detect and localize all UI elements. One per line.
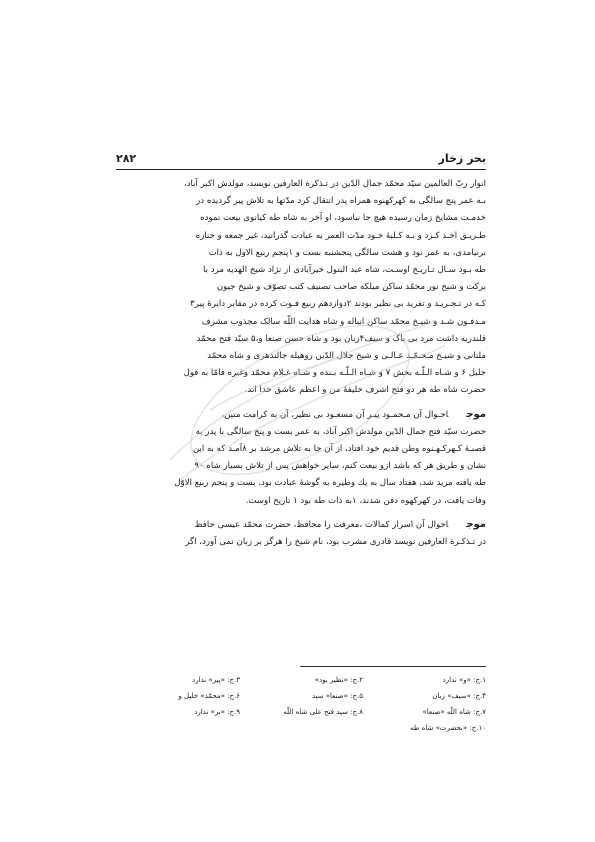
text-line — [116, 365, 486, 382]
text-line — [116, 314, 486, 331]
text-line — [116, 176, 486, 193]
section-label: موج — [466, 408, 486, 420]
footnote: ۳.ج: «پیر» ندارد — [192, 676, 240, 684]
text-line — [116, 262, 486, 279]
line-text: خدمـت مشایخ زمان رسیده هیچ جا نیاسود، او آخر به شاه طه کیانوی بیعت نموده — [200, 213, 486, 224]
text-line — [116, 245, 486, 262]
text-line — [116, 193, 486, 210]
footnote: ۶.ج: «محمّد» خلیل و — [178, 692, 240, 700]
text-line — [116, 424, 486, 441]
line-text: مـدفـون شـد و شیـخ محمّد ساکن انباله و شاه هدایت اللّه سالک مجذوب مشرف — [201, 316, 486, 327]
text-line — [116, 516, 486, 534]
main-text — [116, 176, 486, 551]
line-text: کـه در تـجـریـد و تفرید بی نظیر بودند ۲دوازدهم ربیع فـوت کرده در مقابر دایرهٔ پیر۳ — [190, 299, 486, 310]
line-text: قلندریه داشت مرد بی باک و سیف۴زبان بود و شاه حسن صنعا و،۵ سیّد فتح محمّد — [196, 333, 486, 344]
footnote-row — [116, 720, 486, 736]
paragraph — [116, 406, 486, 510]
footnotes — [116, 672, 486, 736]
page-number: ۲۸۲ — [116, 152, 137, 165]
line-text: نشان و طریق هر که باشد ازو بیعت کنم، سایر خواهش پس از تلاش بسیار شاه ۹۰ — [194, 461, 486, 472]
text-line — [116, 406, 486, 424]
header-divider — [116, 169, 486, 170]
footnote: ۲.ج: «نظیر بود» — [314, 676, 363, 684]
line-text: احـوال آن مـحمـود پیـر آن مسعـود بی نظیر، آن به کرامت متین، — [221, 409, 449, 420]
paragraph — [116, 516, 486, 551]
text-line — [116, 331, 486, 348]
text-line — [116, 382, 486, 399]
line-text: ملتانی و شیـخ مـحـمّـد عـالـی و شیخ جلال الدّین روهیله جالندهری و شاه محمّد — [207, 351, 486, 362]
line-text: بـه عمر پنج سالگی به کهرکهنوه همراه پدر انتقال کرد مدّتها به تلاش پیر گردیده در — [196, 196, 486, 207]
footnote: ۱۰.ج: «بحضرت» شاه طه — [410, 724, 486, 732]
footnote: ۹.ج: «بر» ندارد — [194, 708, 240, 716]
line-text: جلیل ۶ و شـاه الـلّـه بخش ۷ و شـاه الـلّـه بـنده و شـاه غـلام محمّد وغیره فامّا به قول — [183, 368, 486, 379]
footnote-row — [116, 704, 486, 720]
text-line — [116, 475, 486, 492]
footnote: ۸.ج: سید فتح علی شاه اللّه — [283, 708, 363, 716]
line-text: حضرت سیّد فتح جمال الدّین مولدش اکبر آباد، به عمر بست و پنج سالگی با پدر به — [195, 426, 486, 437]
footnote-row — [116, 672, 486, 688]
text-line — [116, 348, 486, 365]
text-line — [116, 296, 486, 313]
running-header — [116, 152, 486, 168]
text-line — [116, 493, 486, 510]
line-text: برنیامدی، به عمر نود و هشت سالگی پنجشنبه بست و ۱پنجم ربیع الاول به ذات — [208, 247, 486, 258]
footnote: ۷.ج: شاه اللّه «صنعا» — [422, 708, 486, 716]
text-line — [116, 210, 486, 227]
running-title: بحر زخار — [438, 152, 486, 165]
line-text: طـریـق اخـذ کـرد و بـه کـلبهٔ خـود مدّت العمر به عبادت گذرانید، غیر جمعه و جنازه — [195, 230, 486, 241]
text-line — [116, 228, 486, 245]
footnote-divider — [300, 666, 486, 667]
section-label: موج — [466, 518, 486, 530]
text-line — [116, 534, 486, 551]
line-text: طه یافته مرید شد، هفتاد سال به یك وطیره به گوشهٔ عبادت بود، بست و پنجم ربیع الاوّل — [174, 478, 486, 489]
line-text: انوار ربّ العالمین سیّد محمّد جمال الدّین در تـذکرة العارفین نویسد، مولدش اکبر آباد، — [183, 179, 486, 189]
footnote — [117, 720, 240, 736]
footnote: ۵.ج: «صنعا» سید — [311, 692, 363, 700]
line-text: احوال آن اسرار کمالات ،معرفت را محافظ، حضرت محمّد عیسی حافظ — [194, 519, 449, 530]
footnote: ۱.ج: «و» ندارد — [442, 676, 486, 684]
line-text: حضرت شاه طه هر دو فتح اشرف خلیفهٔ من و اعظم عاشق خدا اند. — [244, 385, 486, 396]
text-line — [116, 441, 486, 458]
paragraph — [116, 176, 486, 400]
text-line — [116, 279, 486, 296]
footnote-row — [116, 688, 486, 704]
line-text: در تـذکـرة العارفین نویسد قادری مشرب بود، نام شیخ را هرگز بر زبان نمی آورد، اگر — [185, 537, 486, 548]
line-text: وفات یافت، در کهرکهوه دفن شدند، ۱به ذات طه بود ۱ تاریخ اوست. — [245, 495, 486, 506]
footnote: ۴.ج: «سیف» زبان — [432, 692, 486, 700]
line-text: قصبـهٔ کـهرکـهـنوه وطن قدیم خود افتاد، از آن جا به تلاش مرشد بر ۸آمـد که به این — [192, 444, 486, 455]
text-line — [116, 458, 486, 475]
line-text: طه بـود سـال تـاریـخ اوسـت، شاه عبد البتول خیرآبادی از نژاد شیخ الهدیه مرد با — [203, 265, 486, 276]
footnote — [240, 720, 363, 736]
line-text: برکت و شیخ نور محمّد ساکن میلکه صاحب تصنیف کتب تصوّف و شیخ جیون — [216, 282, 486, 293]
